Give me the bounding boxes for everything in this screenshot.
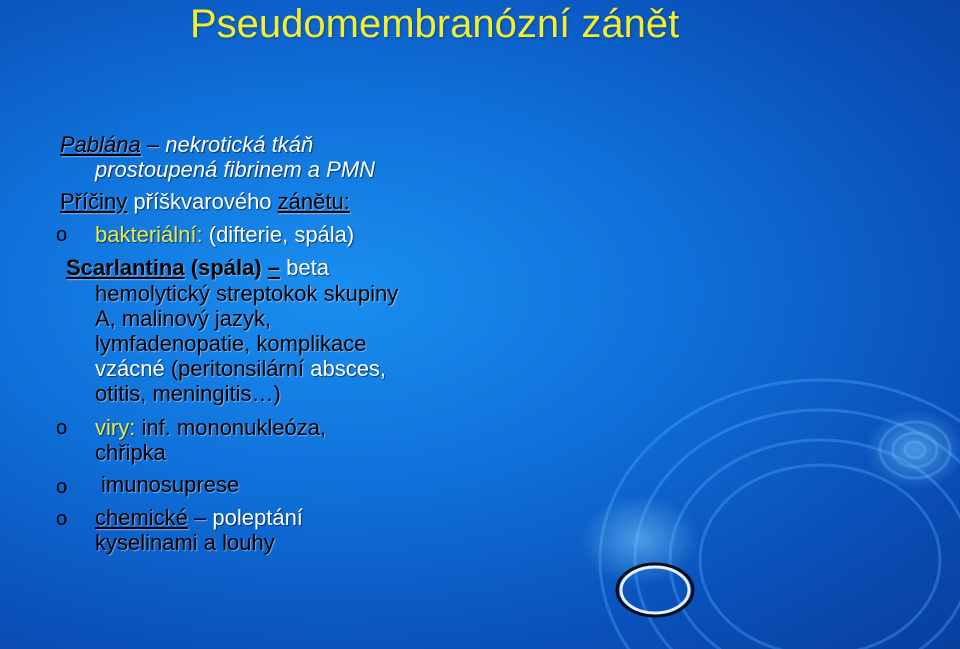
causes-heading	[60, 190, 350, 214]
viral-label: viry:	[95, 415, 136, 440]
scarlatina-term: Scarlantina	[66, 255, 185, 280]
chemical-text-cont: kyselinami a louhy	[95, 530, 275, 555]
scarlatina-beta: beta	[280, 255, 329, 280]
page-title: Pseudomembranózní zánět	[190, 2, 680, 46]
viral-examples: inf. mononukleóza,	[135, 415, 327, 440]
scarlatina-text-5: otitis, meningitis…)	[95, 381, 281, 406]
scarlatina-text-3: lymfadenopatie, komplikace	[95, 331, 367, 356]
bullet-chemical	[95, 506, 303, 530]
viral-examples-cont: chřipka	[95, 440, 166, 465]
term-pablana: Pablána	[60, 132, 141, 157]
definition-text: nekrotická tkáň	[165, 132, 314, 157]
chemical-label: chemické	[95, 505, 188, 530]
bullet-bacterial	[95, 223, 354, 247]
bullet-marker: o	[56, 224, 68, 246]
rare-abscess: absces,	[304, 356, 387, 381]
rare-peritonsillar: (peritonsilární	[164, 356, 305, 381]
scarlatina-text-1: hemolytický streptokok skupiny	[95, 281, 399, 306]
chemical-dash: –	[187, 505, 213, 530]
scarlatina-line	[66, 256, 329, 280]
definition-line-cont: prostoupená fibrinem a PMN	[95, 157, 376, 182]
bullet-marker: o	[56, 508, 68, 530]
bacterial-label: bakteriální:	[95, 222, 203, 247]
bacterial-examples: (difterie, spála)	[202, 222, 355, 247]
causes-term: Příčiny	[60, 189, 128, 214]
rare-label: vzácné	[95, 356, 165, 381]
immunosuppression-label: imunosuprese	[101, 472, 240, 497]
causes-end: zánětu:	[277, 189, 350, 214]
causes-mid: příškvarového	[127, 189, 278, 214]
bullet-marker: o	[56, 417, 68, 439]
scarlatina-paren: (spála)	[184, 255, 268, 280]
bullet-viral	[95, 416, 326, 440]
scarlatina-dash: –	[267, 255, 280, 280]
bullet-immunosuppression	[101, 473, 239, 497]
bullet-marker: o	[56, 476, 68, 498]
definition-line	[60, 133, 313, 157]
scarlatina-text-2: A, malinový jazyk,	[95, 306, 272, 331]
chemical-text: poleptání	[212, 505, 303, 530]
scarlatina-text-4	[95, 357, 386, 381]
dash: –	[140, 132, 166, 157]
